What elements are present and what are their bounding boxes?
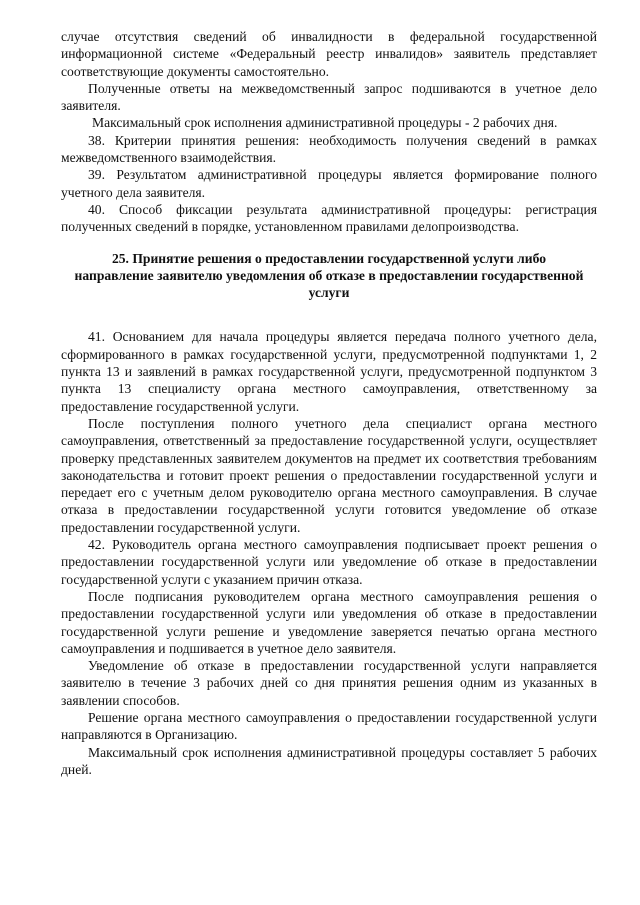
paragraph-responses: Полученные ответы на межведомственный запрос подшиваются в учетное дело заявителя. [61,80,597,114]
paragraph-item-40: 40. Способ фиксации результата административной процедуры: регистрация полученных сведений в порядке, установленном правилами делопроизводства. [61,201,597,235]
paragraph-max-term-2-days: Максимальный срок исполнения административной процедуры - 2 рабочих дня. [92,115,558,131]
paragraph-decision-sent: Решение органа местного самоуправления о предоставлении государственной услуги направляются в Организацию. [61,709,597,743]
paragraph-continuation: случае отсутствия сведений об инвалидности в федеральной государственной информационной системе «Федеральный реестр инвалидов» заявитель представляет соответствующие документы самостоятельно. [61,29,597,79]
paragraph-item-39: 39. Результатом административной процедуры является формирование полного учетного дела заявителя. [61,167,597,200]
paragraph-item-38: 38. Критерии принятия решения: необходимость получения сведений в рамках межведомственного взаимодействия. [61,132,597,166]
document-page [61,28,597,778]
paragraph-refusal-notice: Уведомление об отказе в предоставлении государственной услуги направляется заявителю в течение 3 рабочих дней со дня принятия решения одним из указанных в заявлении способов. [61,658,597,708]
paragraph-after-receipt: После поступления полного учетного дела специалист органа местного самоуправления, ответственный за предоставление государственной услуги, осуществляет проверку представленных заявителем документов на предмет их соответствия требованиям законодательства и готовит проект решения о предоставлении государственной услуги и передает его с учетным делом руководителю органа местного самоуправления. В случае отказа в предоставлении государственной услуги готовится уведомление об отказе предоставлении государственной услуги. [61,415,597,535]
section-heading-25: 25. Принятие решения о предоставлении государственной услуги либо направление заявителю уведомления об отказе в предоставлении государственной услуги [74,250,584,301]
heading-spacer [61,301,597,328]
paragraph-item-41: 41. Основанием для начала процедуры является передача полного учетного дела, сформированного в рамках государственной услуги, предусмотренной подпунктами 1, 2 пункта 13 и заявлений в рамках государственной услуги, предусмотренной подпунктом 3 пункта 13 специалисту органа местного самоуправления, ответственному за предоставление государственной услуги. [61,329,597,414]
paragraph-max-term-5-days: Максимальный срок исполнения административной процедуры составляет 5 рабочих дней. [61,744,597,777]
paragraph-after-signing: После подписания руководителем органа местного самоуправления решения о предоставлении государственной услуги или уведомления об отказе в предоставлении государственной услуги решение и уведомление заверяется печатью органа местного самоуправления и подшивается в учетное дело заявителя. [61,588,597,656]
paragraph-item-42: 42. Руководитель органа местного самоуправления подписывает проект решения о предоставлении государственной услуги или уведомление об отказе в предоставлении государственной услуги с указанием причин отказа. [61,537,597,587]
